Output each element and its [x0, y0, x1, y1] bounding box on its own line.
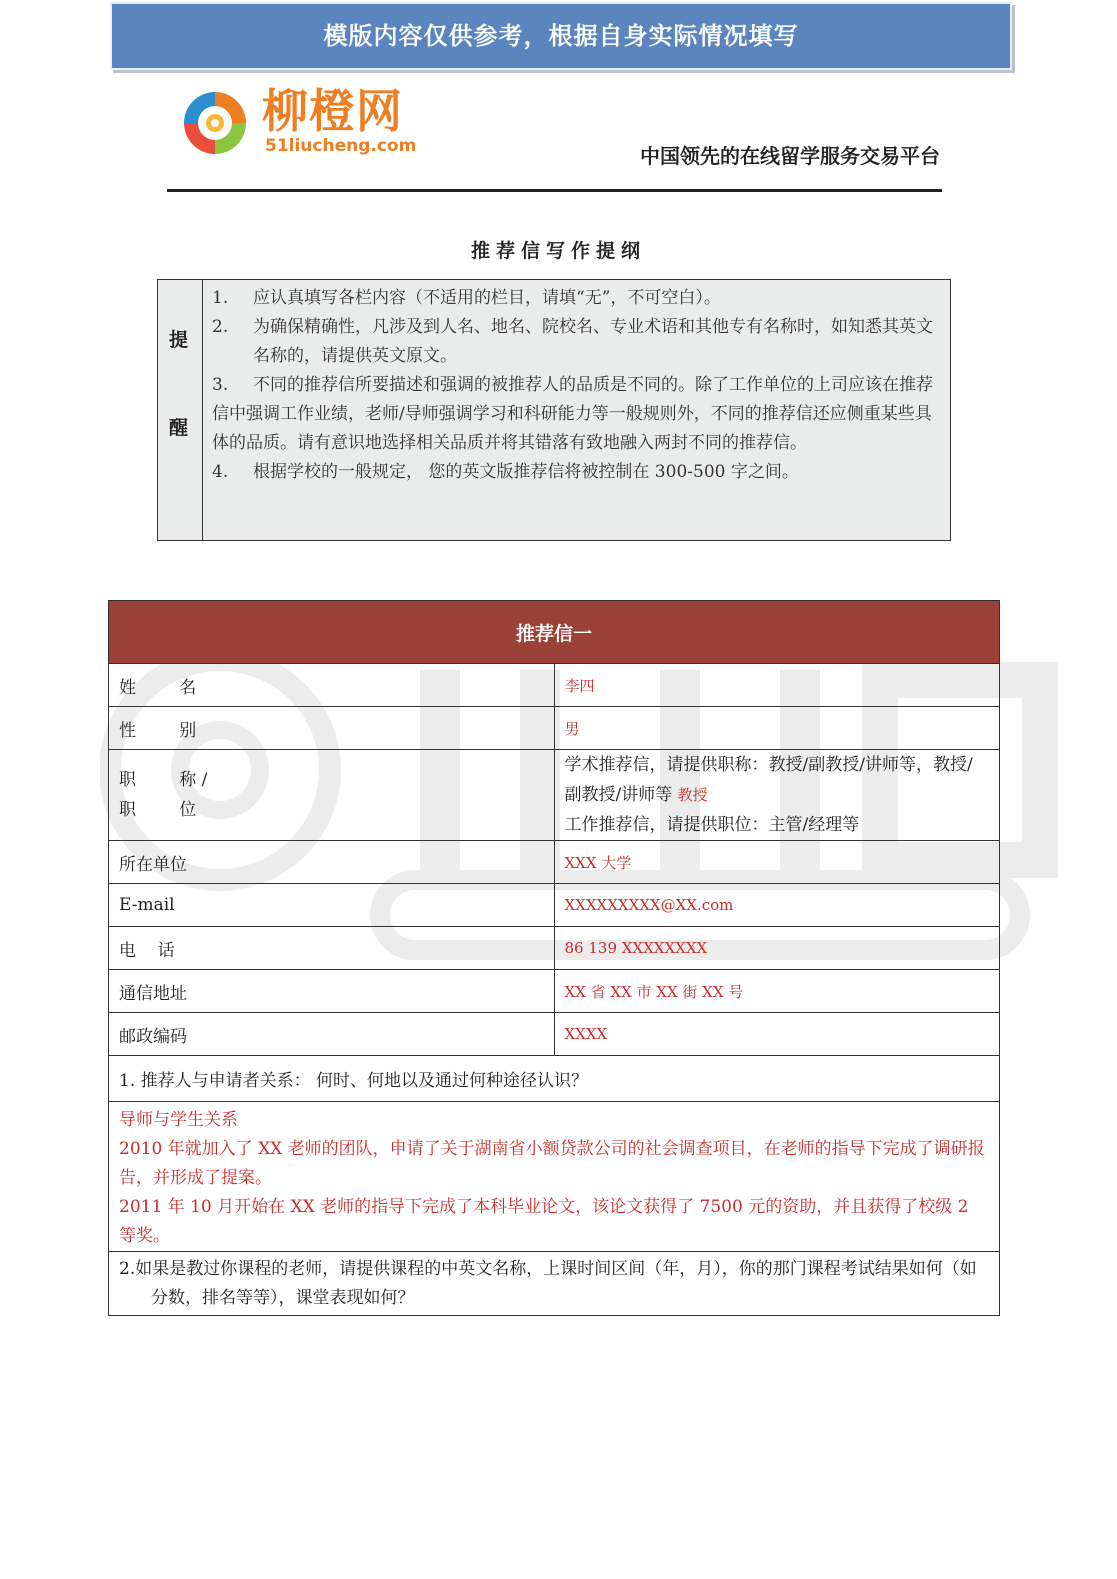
relationship-question: 1. 推荐人与申请者关系： 何时、何地以及通过何种途径认识？ — [109, 1056, 1000, 1102]
notice-banner: 模版内容仅供参考，根据自身实际情况填写 — [110, 2, 1012, 70]
table-row — [109, 884, 1000, 927]
phone-value[interactable]: 86 139 XXXXXXXX — [554, 927, 1000, 970]
postcode-label: 邮政编码 — [109, 1013, 555, 1056]
table-row — [109, 1056, 1000, 1102]
reminder-label-top: 提 — [169, 329, 189, 351]
letter-heading: 推荐信一 — [109, 601, 1000, 664]
title-label — [109, 750, 555, 841]
answer-line: 2010 年就加入了 XX 老师的团队，申请了关于湖南省小额贷款公司的社会调查项目，在老师的指导下完成了调研报告，并形成了提案。 — [119, 1139, 985, 1188]
orange-swirl-logo-icon — [178, 86, 252, 160]
name-value[interactable]: 李四 — [554, 664, 1000, 707]
reminder-item: 3. 不同的推荐信所要描述和强调的被推荐人的品质是不同的。除了工作单位的上司应该在推荐信中强调工作业绩，老师/导师强调学习和科研能力等一般规则外，不同的推荐信还应侧重某些具体的品质。请有意识地选择相关品质并将其错落有致地融入两封不同的推荐信。 — [212, 375, 933, 453]
table-row — [109, 927, 1000, 970]
address-label: 通信地址 — [109, 970, 555, 1013]
table-row — [109, 707, 1000, 750]
table-row — [109, 1102, 1000, 1252]
table-row — [109, 970, 1000, 1013]
email-label: E-mail — [109, 884, 555, 927]
reminder-item: 2. 为确保精确性，凡涉及到人名、地名、院校名、专业术语和其他专有名称时，如知悉其英文名称的，请提供英文原文。 — [212, 317, 933, 366]
reminder-item: 4. 根据学校的一般规定， 您的英文版推荐信将被控制在 300-500 字之间。 — [212, 462, 799, 482]
reminder-item: 1. 应认真填写各栏内容（不适用的栏目，请填“无”，不可空白）。 — [212, 288, 721, 308]
course-question: 2.如果是教过你课程的老师，请提供课程的中英文名称，上课时间区间（年，月），你的那门课程考试结果如何（如分数，排名等等），课堂表现如何？ — [109, 1252, 1000, 1316]
reminder-box — [157, 279, 951, 541]
answer-line: 2011 年 10 月开始在 XX 老师的指导下完成了本科毕业论文，该论文获得了 7500 元的资助，并且获得了校级 2 等奖。 — [119, 1197, 969, 1246]
unit-label: 所在单位 — [109, 841, 555, 884]
logo-domain: 51liucheng.com — [265, 136, 417, 156]
table-row — [109, 1013, 1000, 1056]
table-header-row — [109, 601, 1000, 664]
reminder-list — [212, 284, 944, 487]
table-row — [109, 1252, 1000, 1316]
email-value[interactable]: XXXXXXXXX@XX.com — [554, 884, 1000, 927]
address-value[interactable]: XX 省 XX 市 XX 街 XX 号 — [554, 970, 1000, 1013]
table-row — [109, 841, 1000, 884]
title-label-line: 职 称 / — [119, 770, 208, 790]
recommendation-letter-table — [108, 600, 1000, 1316]
reminder-label — [158, 280, 203, 540]
platform-tagline: 中国领先的在线留学服务交易平台 — [640, 144, 940, 168]
table-row — [109, 664, 1000, 707]
header-divider — [167, 189, 942, 192]
title-answer: 教授 — [677, 786, 708, 804]
document-title: 推荐信写作提纲 — [470, 240, 646, 262]
academic-title-line: 学术推荐信，请提供职称：教授/副教授/讲师等，教授/副教授/讲师等 教授 — [564, 755, 973, 805]
phone-label: 电 话 — [109, 927, 555, 970]
name-label: 姓 名 — [109, 664, 555, 707]
postcode-value[interactable]: XXXX — [554, 1013, 1000, 1056]
site-logo[interactable] — [178, 84, 428, 160]
logo-name: 柳橙网 — [262, 84, 403, 138]
answer-line: 导师与学生关系 — [119, 1110, 238, 1130]
gender-label: 性 别 — [109, 707, 555, 750]
relationship-answer[interactable] — [109, 1102, 1000, 1252]
gender-value[interactable]: 男 — [554, 707, 1000, 750]
work-position-line: 工作推荐信，请提供职位：主管/经理等 — [564, 815, 860, 835]
title-value[interactable] — [554, 750, 1000, 841]
table-row — [109, 750, 1000, 841]
title-label-line: 职 位 — [119, 800, 197, 820]
unit-value[interactable]: XXX 大学 — [554, 841, 1000, 884]
reminder-label-bottom: 醒 — [169, 417, 189, 439]
